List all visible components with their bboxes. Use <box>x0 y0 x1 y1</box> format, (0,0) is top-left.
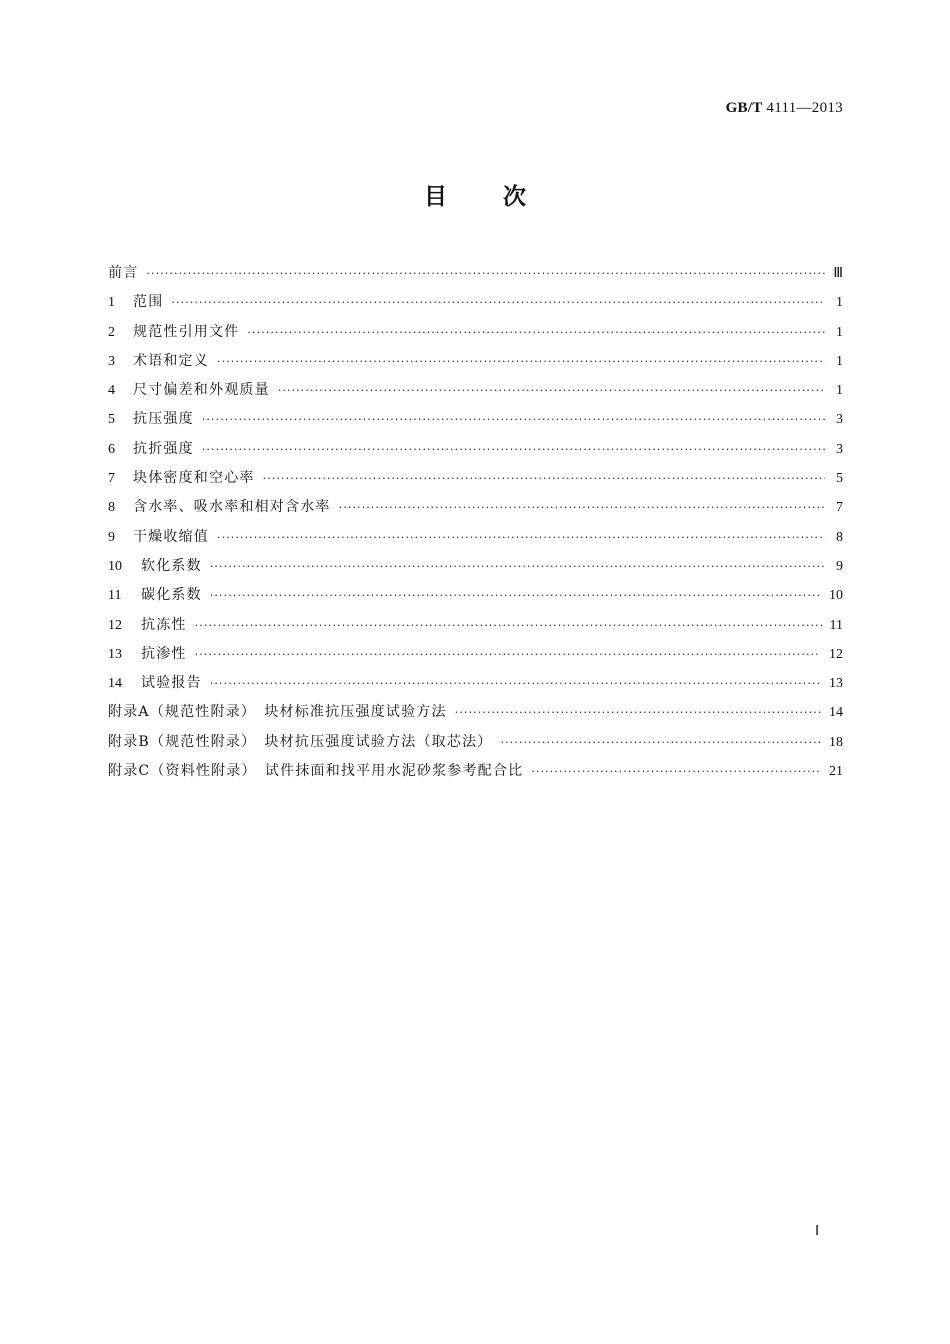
toc-entry-page: 8 <box>836 529 843 545</box>
toc-dot-leader <box>501 728 822 757</box>
toc-entry-page: 1 <box>836 324 843 340</box>
toc-entry-6[interactable] <box>108 435 843 464</box>
toc-entry-label: 尺寸偏差和外观质量 <box>133 382 270 399</box>
toc-entry-number: 14 <box>108 676 122 692</box>
toc-entry-page: 18 <box>829 734 843 750</box>
standard-code <box>726 100 843 117</box>
toc-entry-14[interactable] <box>108 669 843 698</box>
toc-dot-leader <box>210 669 821 698</box>
toc-entry-number: 5 <box>108 412 115 428</box>
table-of-contents <box>108 259 843 786</box>
toc-entry-number: 13 <box>108 646 122 662</box>
toc-entry-number: 12 <box>108 617 122 633</box>
toc-entry-number: 1 <box>108 295 115 311</box>
toc-entry-page: Ⅲ <box>833 266 843 281</box>
toc-entry-3[interactable] <box>108 347 843 376</box>
toc-entry-page: 3 <box>836 412 843 428</box>
toc-entry-label: 范围 <box>133 294 164 311</box>
toc-entry-number: 10 <box>108 558 122 574</box>
toc-entry-label: 抗渗性 <box>141 645 187 662</box>
toc-entry-13[interactable] <box>108 640 843 669</box>
toc-entry-number: 7 <box>108 471 115 487</box>
toc-entry-number: 8 <box>108 500 115 516</box>
toc-entry-foreword[interactable] <box>108 259 843 288</box>
page-title: 目次 <box>424 184 582 210</box>
standard-number: 4111—2013 <box>766 100 843 116</box>
toc-entry-page: 21 <box>829 764 843 780</box>
toc-entry-8[interactable] <box>108 493 843 522</box>
toc-entry-label: 块体密度和空心率 <box>133 470 255 487</box>
toc-dot-leader <box>171 288 825 317</box>
toc-entry-label: 附录C（资料性附录） 试件抹面和找平用水泥砂浆参考配合比 <box>108 763 524 780</box>
toc-entry-label: 抗折强度 <box>133 440 194 457</box>
toc-entry-number: 9 <box>108 529 115 545</box>
toc-entry-page: 1 <box>836 353 843 369</box>
toc-entry-page: 9 <box>836 558 843 574</box>
toc-dot-leader <box>247 318 825 347</box>
toc-entry-page: 7 <box>836 500 843 516</box>
toc-entry-label: 含水率、吸水率和相对含水率 <box>133 499 331 516</box>
toc-entry-label: 抗冻性 <box>141 616 187 633</box>
toc-dot-leader <box>195 640 821 669</box>
toc-entry-annex-a[interactable] <box>108 698 843 727</box>
toc-dot-leader <box>217 523 825 552</box>
toc-entry-4[interactable] <box>108 376 843 405</box>
standard-prefix: GB/T <box>725 100 763 116</box>
toc-dot-leader <box>195 611 822 640</box>
toc-entry-10[interactable] <box>108 552 843 581</box>
toc-entry-label: 附录A（规范性附录） 块材标准抗压强度试验方法 <box>108 704 447 721</box>
toc-entry-page: 1 <box>836 383 843 399</box>
toc-entry-label: 试验报告 <box>141 675 202 692</box>
toc-entry-page: 14 <box>829 705 843 721</box>
toc-dot-leader <box>217 347 825 376</box>
toc-entry-number: 11 <box>108 588 122 604</box>
toc-dot-leader <box>339 493 825 522</box>
toc-entry-label: 前言 <box>108 265 139 281</box>
toc-entry-5[interactable] <box>108 405 843 434</box>
toc-entry-number: 4 <box>108 383 115 399</box>
page-number: Ⅰ <box>815 1224 820 1239</box>
toc-entry-label: 附录B（规范性附录） 块材抗压强度试验方法（取芯法） <box>108 733 493 750</box>
toc-entry-page: 5 <box>836 471 843 487</box>
toc-entry-9[interactable] <box>108 523 843 552</box>
toc-dot-leader <box>263 464 825 493</box>
toc-entry-label: 碳化系数 <box>141 587 202 604</box>
toc-entry-number: 6 <box>108 441 115 457</box>
toc-entry-page: 12 <box>829 646 843 662</box>
toc-entry-page: 1 <box>836 295 843 311</box>
toc-dot-leader <box>531 757 821 786</box>
toc-entry-number: 2 <box>108 324 115 340</box>
toc-entry-page: 3 <box>836 441 843 457</box>
toc-entry-number: 3 <box>108 353 115 369</box>
toc-entry-7[interactable] <box>108 464 843 493</box>
toc-entry-1[interactable] <box>108 288 843 317</box>
toc-dot-leader <box>146 259 825 288</box>
toc-entry-annex-c[interactable] <box>108 757 843 786</box>
toc-dot-leader <box>210 581 821 610</box>
toc-entry-label: 干燥收缩值 <box>133 528 209 545</box>
toc-dot-leader <box>455 698 821 727</box>
toc-entry-label: 软化系数 <box>141 557 202 574</box>
toc-entry-page: 11 <box>829 617 843 633</box>
toc-entry-page: 10 <box>829 588 843 604</box>
toc-dot-leader <box>202 435 825 464</box>
toc-entry-label: 抗压强度 <box>133 411 194 428</box>
toc-dot-leader <box>202 405 825 434</box>
toc-entry-label: 规范性引用文件 <box>133 323 240 340</box>
toc-entry-2[interactable] <box>108 318 843 347</box>
toc-dot-leader <box>278 376 825 405</box>
toc-entry-11[interactable] <box>108 581 843 610</box>
toc-dot-leader <box>210 552 825 581</box>
toc-entry-annex-b[interactable] <box>108 728 843 757</box>
toc-entry-page: 13 <box>829 676 843 692</box>
toc-entry-label: 术语和定义 <box>133 352 209 369</box>
toc-entry-12[interactable] <box>108 611 843 640</box>
